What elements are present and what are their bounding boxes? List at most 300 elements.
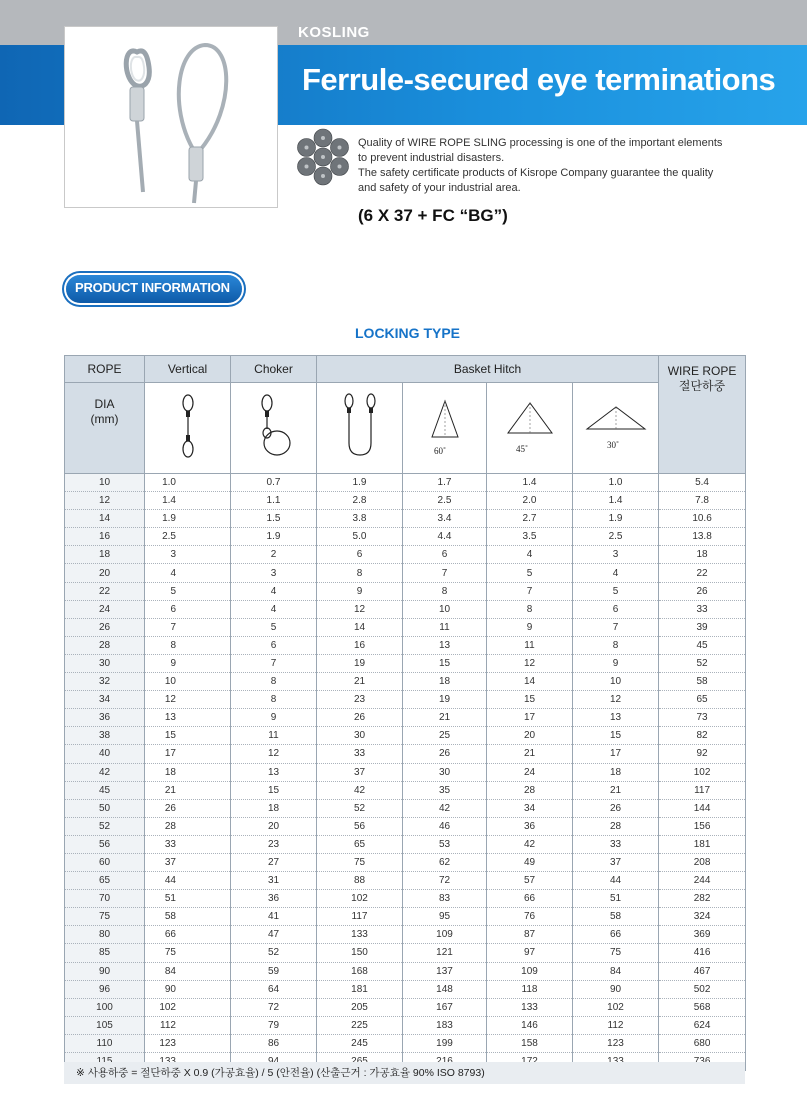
table-cell: 83 [403,890,487,908]
table-cell: 1.9 [145,510,231,528]
rope-dia-cell: 75 [65,908,145,926]
table-cell: 133 [487,998,573,1016]
table-cell: 72 [231,998,317,1016]
table-cell: 22 [659,564,746,582]
rope-dia-cell: 30 [65,654,145,672]
rope-construction: (6 X 37 + FC “BG”) [358,206,508,225]
product-photo [64,26,278,208]
table-cell: 42 [487,835,573,853]
table-cell: 6 [573,600,659,618]
table-row [65,926,746,944]
brand-logo: KOSLING [298,24,370,41]
table-cell: 12 [487,654,573,672]
table-cell: 41 [231,908,317,926]
wire-rope-cross-section [292,126,354,193]
col-choker: Choker [231,356,317,383]
table-row [65,654,746,672]
table-cell: 3.4 [403,510,487,528]
table-cell: 52 [317,799,403,817]
table-cell: 1.7 [403,474,487,492]
rope-dia-cell: 56 [65,835,145,853]
rope-strand-icon [292,126,354,188]
rope-dia-cell: 96 [65,980,145,998]
table-cell: 28 [145,817,231,835]
table-cell: 18 [403,673,487,691]
table-cell: 20 [487,727,573,745]
table-cell: 109 [487,962,573,980]
table-cell: 9 [573,654,659,672]
table-cell: 4 [573,564,659,582]
table-cell: 624 [659,1016,746,1034]
table-cell: 24 [487,763,573,781]
rope-dia-cell: 10 [65,474,145,492]
table-cell: 18 [659,546,746,564]
table-cell: 15 [403,654,487,672]
table-row [65,691,746,709]
table-row [65,546,746,564]
table-cell: 10 [573,673,659,691]
table-cell: 4 [231,600,317,618]
table-cell: 102 [145,998,231,1016]
table-row [65,998,746,1016]
table-cell: 199 [403,1034,487,1052]
table-cell: 17 [573,745,659,763]
table-cell: 10 [403,600,487,618]
table-row [65,1034,746,1052]
table-cell: 7 [487,582,573,600]
table-cell: 1.9 [231,528,317,546]
basket-30-icon [581,391,651,461]
table-cell: 47 [231,926,317,944]
table-row [65,763,746,781]
table-cell: 133 [317,926,403,944]
table-cell: 6 [231,636,317,654]
table-cell: 90 [573,980,659,998]
table-cell: 20 [231,817,317,835]
table-cell: 66 [145,926,231,944]
table-cell: 156 [659,817,746,835]
table-cell: 144 [659,799,746,817]
table-row [65,600,746,618]
table-cell: 58 [659,673,746,691]
table-row [65,745,746,763]
table-row [65,528,746,546]
table-row [65,727,746,745]
table-cell: 45 [659,636,746,654]
table-cell: 1.5 [231,510,317,528]
table-cell: 21 [573,781,659,799]
table-cell: 28 [487,781,573,799]
table-cell: 59 [231,962,317,980]
table-cell: 7 [145,618,231,636]
table-cell: 44 [145,872,231,890]
table-cell: 146 [487,1016,573,1034]
rope-dia-cell: 50 [65,799,145,817]
table-cell: 84 [145,962,231,980]
table-row [65,564,746,582]
table-cell: 1.4 [573,492,659,510]
table-cell: 37 [317,763,403,781]
basket-60-icon [420,391,470,461]
table-cell: 14 [487,673,573,691]
table-cell: 117 [659,781,746,799]
table-cell: 205 [317,998,403,1016]
table-cell: 11 [403,618,487,636]
table-cell: 21 [145,781,231,799]
table-cell: 3.8 [317,510,403,528]
col-dia [65,383,145,474]
intro-line: Quality of WIRE ROPE SLING processing is one of the important elements [358,137,723,149]
table-cell: 7 [231,654,317,672]
table-cell: 109 [403,926,487,944]
table-row [65,781,746,799]
table-cell: 97 [487,944,573,962]
table-row [65,636,746,654]
col-rope: ROPE [65,356,145,383]
table-cell: 66 [573,926,659,944]
table-cell: 11 [487,636,573,654]
table-cell: 13 [231,763,317,781]
table-row [65,492,746,510]
angle-30-label: 30˚ [606,439,619,450]
table-cell: 5 [487,564,573,582]
rope-dia-cell: 52 [65,817,145,835]
table-cell: 4 [145,564,231,582]
table-cell: 102 [317,890,403,908]
table-cell: 4 [487,546,573,564]
table-cell: 8 [317,564,403,582]
table-cell: 92 [659,745,746,763]
table-row [65,799,746,817]
table-cell: 76 [487,908,573,926]
rope-dia-cell: 60 [65,853,145,871]
rope-dia-cell: 45 [65,781,145,799]
table-cell: 64 [231,980,317,998]
table-cell: 75 [573,944,659,962]
angle-45-label: 45˚ [515,443,528,454]
table-cell: 51 [573,890,659,908]
rope-dia-cell: 28 [65,636,145,654]
table-cell: 5 [231,618,317,636]
table-row [65,890,746,908]
table-cell: 150 [317,944,403,962]
intro-text [358,136,778,196]
section-badge: PRODUCT INFORMATION [66,275,242,303]
table-cell: 36 [231,890,317,908]
table-cell: 36 [487,817,573,835]
basket-vertical-diagram [317,383,403,474]
table-cell: 121 [403,944,487,962]
table-cell: 17 [487,709,573,727]
intro-line: to prevent industrial disasters. [358,152,505,164]
table-cell: 17 [145,745,231,763]
table-cell: 7 [403,564,487,582]
table-cell: 12 [573,691,659,709]
table-cell: 137 [403,962,487,980]
choker-diagram [231,383,317,474]
table-cell: 75 [317,853,403,871]
table-cell: 1.0 [145,474,231,492]
table-cell: 6 [403,546,487,564]
table-row [65,944,746,962]
table-cell: 8 [573,636,659,654]
table-cell: 18 [145,763,231,781]
table-cell: 52 [659,654,746,672]
table-cell: 245 [317,1034,403,1052]
table-cell: 167 [403,998,487,1016]
sling-photo-icon [65,27,277,207]
table-cell: 21 [317,673,403,691]
rope-dia-cell: 42 [65,763,145,781]
table-cell: 57 [487,872,573,890]
table-cell: 12 [145,691,231,709]
table-cell: 87 [487,926,573,944]
col-vertical: Vertical [145,356,231,383]
table-row [65,582,746,600]
col-wire-rope [659,356,746,474]
table-cell: 6 [145,600,231,618]
table-cell: 27 [231,853,317,871]
rope-dia-cell: 14 [65,510,145,528]
table-row [65,853,746,871]
table-cell: 6 [317,546,403,564]
table-cell: 26 [403,745,487,763]
table-row [65,474,746,492]
rope-dia-cell: 12 [65,492,145,510]
table-cell: 44 [573,872,659,890]
table-cell: 118 [487,980,573,998]
table-cell: 1.1 [231,492,317,510]
table-cell: 9 [231,709,317,727]
breaking-load-label: 절단하중 [678,379,726,393]
table-cell: 31 [231,872,317,890]
basket-vertical-icon [335,391,385,461]
basket-45-diagram [487,383,573,474]
table-cell: 123 [145,1034,231,1052]
dia-label: DIA [94,397,115,411]
rope-dia-cell: 34 [65,691,145,709]
table-cell: 65 [317,835,403,853]
table-cell: 26 [145,799,231,817]
table-cell: 12 [231,745,317,763]
table-cell: 225 [317,1016,403,1034]
table-cell: 88 [317,872,403,890]
table-cell: 7.8 [659,492,746,510]
table-cell: 75 [145,944,231,962]
choker-sling-icon [249,391,299,461]
table-cell: 33 [573,835,659,853]
table-row [65,709,746,727]
rope-dia-cell: 40 [65,745,145,763]
table-cell: 2.5 [145,528,231,546]
table-cell: 42 [317,781,403,799]
table-row [65,1016,746,1034]
table-cell: 49 [487,853,573,871]
table-cell: 30 [317,727,403,745]
table-cell: 18 [573,763,659,781]
table-cell: 15 [231,781,317,799]
table-cell: 34 [487,799,573,817]
table-cell: 123 [573,1034,659,1052]
table-title: LOCKING TYPE [355,325,461,341]
table-cell: 8 [403,582,487,600]
table-cell: 37 [145,853,231,871]
table-cell: 2.0 [487,492,573,510]
table-cell: 25 [403,727,487,745]
table-row [65,962,746,980]
basket-30-diagram [573,383,659,474]
table-cell: 19 [403,691,487,709]
table-cell: 26 [573,799,659,817]
table-cell: 86 [231,1034,317,1052]
table-cell: 13.8 [659,528,746,546]
table-cell: 58 [145,908,231,926]
table-cell: 19 [317,654,403,672]
rope-dia-cell: 90 [65,962,145,980]
table-row [65,817,746,835]
table-cell: 21 [403,709,487,727]
footnote: ※ 사용하중 = 절단하중 X 0.9 (가공효율) / 5 (안전율) (산출근거 : 가공효율 90% ISO 8793) [64,1062,745,1084]
table-cell: 208 [659,853,746,871]
table-cell: 26 [659,582,746,600]
basket-60-diagram [403,383,487,474]
table-cell: 15 [573,727,659,745]
table-cell: 102 [659,763,746,781]
table-cell: 3 [145,546,231,564]
angle-60-label: 60˚ [433,445,446,456]
table-cell: 52 [231,944,317,962]
table-cell: 369 [659,926,746,944]
rope-dia-cell: 16 [65,528,145,546]
rope-dia-cell: 18 [65,546,145,564]
table-cell: 502 [659,980,746,998]
table-cell: 112 [145,1016,231,1034]
table-cell: 9 [317,582,403,600]
table-cell: 5.0 [317,528,403,546]
table-cell: 1.0 [573,474,659,492]
table-cell: 37 [573,853,659,871]
table-cell: 568 [659,998,746,1016]
table-cell: 416 [659,944,746,962]
col-basket-hitch: Basket Hitch [317,356,659,383]
table-cell: 21 [487,745,573,763]
table-cell: 15 [487,691,573,709]
basket-45-icon [500,391,560,461]
table-cell: 39 [659,618,746,636]
table-cell: 8 [231,673,317,691]
table-row [65,618,746,636]
table-cell: 5.4 [659,474,746,492]
rope-dia-cell: 105 [65,1016,145,1034]
table-cell: 33 [317,745,403,763]
table-cell: 66 [487,890,573,908]
table-cell: 282 [659,890,746,908]
table-cell: 42 [403,799,487,817]
vertical-diagram [145,383,231,474]
table-cell: 3 [231,564,317,582]
table-cell: 2.7 [487,510,573,528]
table-cell: 90 [145,980,231,998]
table-cell: 1.4 [145,492,231,510]
table-cell: 2 [231,546,317,564]
table-cell: 12 [317,600,403,618]
wire-rope-label: WIRE ROPE [667,364,737,378]
table-row [65,980,746,998]
table-row [65,510,746,528]
table-cell: 62 [403,853,487,871]
table-cell: 2.5 [403,492,487,510]
table-cell: 10.6 [659,510,746,528]
table-cell: 158 [487,1034,573,1052]
rope-dia-cell: 100 [65,998,145,1016]
rope-dia-cell: 110 [65,1034,145,1052]
table-cell: 4 [231,582,317,600]
table-cell: 53 [403,835,487,853]
table-cell: 65 [659,691,746,709]
table-cell: 680 [659,1034,746,1052]
table-cell: 23 [317,691,403,709]
intro-line: The safety certificate products of Kisrope Company guarantee the quality [358,167,714,179]
table-cell: 14 [317,618,403,636]
table-cell: 33 [145,835,231,853]
table-cell: 244 [659,872,746,890]
table-cell: 102 [573,998,659,1016]
table-cell: 112 [573,1016,659,1034]
table-cell: 8 [487,600,573,618]
table-cell: 324 [659,908,746,926]
rope-dia-cell: 85 [65,944,145,962]
table-cell: 1.9 [573,510,659,528]
table-cell: 46 [403,817,487,835]
table-cell: 0.7 [231,474,317,492]
table-cell: 5 [573,582,659,600]
table-cell: 30 [403,763,487,781]
table-cell: 1.9 [317,474,403,492]
table-cell: 168 [317,962,403,980]
table-cell: 1.4 [487,474,573,492]
table-body [65,474,746,1071]
table-cell: 2.5 [573,528,659,546]
table-cell: 35 [403,781,487,799]
table-cell: 5 [145,582,231,600]
table-cell: 467 [659,962,746,980]
table-cell: 23 [231,835,317,853]
page-title: Ferrule-secured eye terminations [302,62,776,97]
table-cell: 51 [145,890,231,908]
table-row [65,835,746,853]
table-cell: 8 [231,691,317,709]
rope-dia-cell: 22 [65,582,145,600]
table-cell: 7 [573,618,659,636]
table-cell: 33 [659,600,746,618]
table-cell: 15 [145,727,231,745]
table-cell: 9 [487,618,573,636]
load-table [64,355,745,1071]
table-cell: 10 [145,673,231,691]
dia-unit: (mm) [90,412,119,426]
rope-dia-cell: 80 [65,926,145,944]
rope-dia-cell: 70 [65,890,145,908]
table-cell: 56 [317,817,403,835]
table-cell: 73 [659,709,746,727]
table-cell: 18 [231,799,317,817]
table-cell: 72 [403,872,487,890]
rope-dia-cell: 20 [65,564,145,582]
table-cell: 2.8 [317,492,403,510]
table-cell: 84 [573,962,659,980]
table-row [65,673,746,691]
table-cell: 9 [145,654,231,672]
